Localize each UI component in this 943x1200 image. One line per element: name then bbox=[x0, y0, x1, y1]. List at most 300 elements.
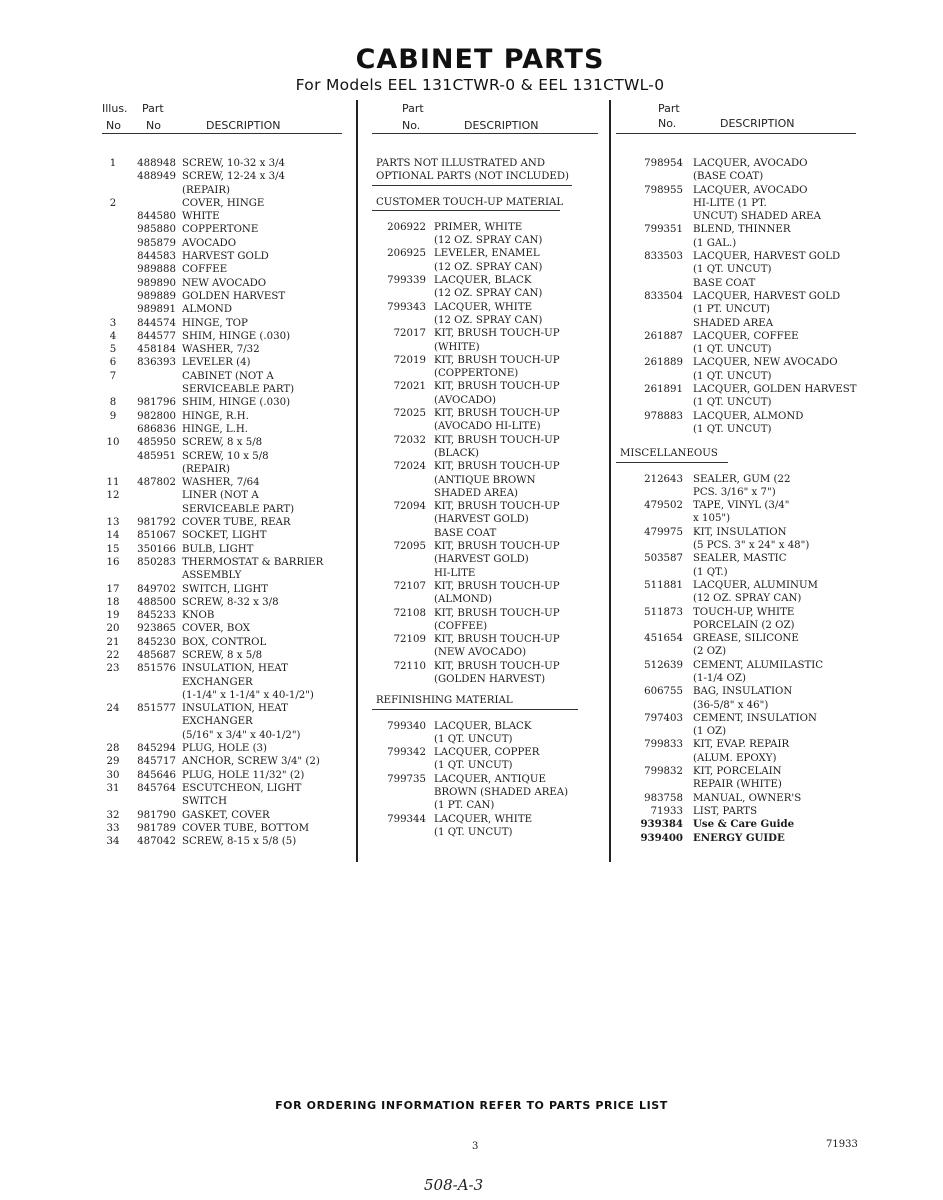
parts-row bbox=[616, 223, 866, 236]
part-description: KIT, BRUSH TOUCH-UP bbox=[434, 541, 560, 553]
part-description: LACQUER, NEW AVOCADO bbox=[693, 357, 838, 369]
parts-row bbox=[616, 486, 866, 499]
illus-number: 19 bbox=[106, 610, 120, 622]
part-number: 923865 bbox=[137, 623, 176, 635]
illus-number: 22 bbox=[106, 649, 120, 661]
parts-row bbox=[102, 835, 347, 848]
parts-row bbox=[102, 755, 347, 768]
part-number: 503587 bbox=[644, 553, 683, 565]
page-number: 3 bbox=[472, 1141, 479, 1152]
parts-row bbox=[372, 274, 600, 287]
parts-row bbox=[616, 592, 866, 605]
column-header bbox=[616, 100, 866, 134]
part-number: 72021 bbox=[393, 381, 426, 393]
illus-number: 29 bbox=[106, 756, 120, 768]
part-description: (5/16" x 3/4" x 40-1/2") bbox=[182, 729, 301, 741]
part-description: LACQUER, HARVEST GOLD bbox=[693, 290, 841, 302]
part-number: 982800 bbox=[137, 410, 176, 422]
part-description: KNOB bbox=[182, 610, 215, 622]
part-description: REPAIR (WHITE) bbox=[693, 779, 782, 791]
part-description: KIT, EVAP. REPAIR bbox=[693, 739, 790, 751]
parts-row bbox=[372, 500, 600, 513]
parts-row bbox=[616, 699, 866, 712]
parts-row bbox=[102, 277, 347, 290]
parts-row bbox=[102, 476, 347, 489]
part-description: INSULATION, HEAT bbox=[182, 703, 288, 715]
parts-row bbox=[102, 343, 347, 356]
description-header: DESCRIPTION bbox=[464, 119, 539, 132]
part-number: 978883 bbox=[644, 410, 683, 422]
parts-row bbox=[372, 593, 600, 606]
part-description: TOUCH-UP, WHITE bbox=[693, 606, 795, 618]
part-description: SCREW, 10-32 x 3/4 bbox=[182, 158, 286, 169]
illus-number: 13 bbox=[106, 517, 120, 529]
parts-row bbox=[102, 782, 347, 795]
part-description: (HARVEST GOLD) bbox=[434, 514, 529, 526]
section-rule bbox=[372, 709, 578, 710]
part-number: 844574 bbox=[137, 317, 176, 329]
part-number: 797403 bbox=[644, 712, 683, 724]
part-description: (12 OZ. SPRAY CAN) bbox=[434, 235, 543, 247]
part-header: Part bbox=[402, 102, 424, 115]
part-number: 72108 bbox=[393, 607, 426, 619]
illus-number: 18 bbox=[106, 596, 120, 608]
parts-row bbox=[616, 263, 866, 276]
part-description: COVER, BOX bbox=[182, 623, 251, 635]
parts-list bbox=[102, 157, 347, 848]
parts-row bbox=[616, 552, 866, 565]
part-description: (12 OZ. SPRAY CAN) bbox=[434, 288, 543, 300]
parts-row bbox=[102, 237, 347, 250]
note-rule bbox=[372, 185, 572, 186]
parts-row bbox=[372, 799, 600, 812]
parts-row bbox=[102, 157, 347, 170]
parts-row bbox=[102, 822, 347, 835]
parts-row bbox=[616, 277, 866, 290]
part-description: LACQUER, GOLDEN HARVEST bbox=[693, 384, 857, 396]
part-number: 799344 bbox=[387, 813, 426, 825]
illus-number: 5 bbox=[109, 344, 117, 356]
part-description: (1 QT. UNCUT) bbox=[693, 397, 772, 409]
part-number: 72107 bbox=[393, 580, 426, 592]
part-description: GASKET, COVER bbox=[182, 809, 270, 821]
parts-row bbox=[102, 529, 347, 542]
part-description: ANCHOR, SCREW 3/4" (2) bbox=[182, 756, 320, 768]
parts-row bbox=[616, 410, 866, 423]
parts-row bbox=[616, 250, 866, 263]
part-description: (12 OZ. SPRAY CAN) bbox=[434, 261, 543, 273]
parts-row bbox=[372, 620, 600, 633]
part-number: 511881 bbox=[644, 579, 683, 591]
parts-row bbox=[372, 380, 600, 393]
part-description: SHADED AREA) bbox=[434, 487, 519, 499]
part-description: Use & Care Guide bbox=[693, 818, 795, 831]
part-description: (REPAIR) bbox=[182, 463, 231, 475]
parts-row bbox=[372, 314, 600, 327]
part-description: AVOCADO bbox=[182, 237, 237, 249]
parts-column-1 bbox=[102, 100, 347, 848]
part-description: (1 QT. UNCUT) bbox=[693, 370, 772, 382]
part-number: 799351 bbox=[644, 224, 683, 236]
parts-row bbox=[616, 579, 866, 592]
illus-number: 7 bbox=[109, 370, 117, 382]
touchup-list bbox=[372, 221, 600, 686]
parts-row bbox=[372, 553, 600, 566]
parts-row bbox=[102, 263, 347, 276]
parts-row bbox=[616, 539, 866, 552]
parts-row bbox=[102, 689, 347, 702]
part-description: (1 GAL.) bbox=[693, 237, 737, 249]
illus-number: 15 bbox=[106, 543, 120, 555]
parts-row bbox=[616, 659, 866, 672]
parts-row bbox=[616, 157, 866, 170]
part-number: 985880 bbox=[137, 224, 176, 236]
part-description: KIT, BRUSH TOUCH-UP bbox=[434, 354, 560, 366]
illus-number: 9 bbox=[109, 410, 117, 422]
part-description: (1-1/4 OZ) bbox=[693, 672, 746, 684]
part-number: 72024 bbox=[393, 461, 426, 473]
illus-number: 17 bbox=[106, 583, 120, 595]
parts-row bbox=[372, 646, 600, 659]
parts-row bbox=[372, 221, 600, 234]
part-description: KIT, BRUSH TOUCH-UP bbox=[434, 381, 560, 393]
part-number: 799342 bbox=[387, 747, 426, 759]
part-description: (NEW AVOCADO) bbox=[434, 647, 527, 659]
part-number: 989890 bbox=[137, 277, 176, 289]
parts-row bbox=[616, 818, 866, 831]
part-description: ASSEMBLY bbox=[182, 570, 242, 582]
parts-row bbox=[616, 752, 866, 765]
parts-row bbox=[616, 423, 866, 436]
parts-row bbox=[372, 673, 600, 686]
parts-row bbox=[102, 596, 347, 609]
part-description: KIT, BRUSH TOUCH-UP bbox=[434, 634, 560, 646]
part-number: 845764 bbox=[137, 782, 176, 794]
part-number: 451654 bbox=[644, 633, 683, 645]
part-number: 844580 bbox=[137, 211, 176, 223]
part-description: (1 OZ) bbox=[693, 726, 727, 738]
part-description: PCS. 3/16" x 7") bbox=[693, 486, 776, 498]
column-divider-1 bbox=[356, 100, 358, 862]
models-subtitle: For Models EEL 131CTWR-0 & EEL 131CTWL-0 bbox=[295, 76, 665, 94]
part-description: SCREW, 8-15 x 5/8 (5) bbox=[182, 836, 297, 848]
illus-number: 8 bbox=[109, 397, 117, 409]
parts-row bbox=[372, 341, 600, 354]
part-description: KIT, BRUSH TOUCH-UP bbox=[434, 607, 560, 619]
part-number: 985879 bbox=[137, 237, 176, 249]
part-description: (BASE COAT) bbox=[693, 171, 764, 183]
part-number: 206925 bbox=[387, 248, 426, 260]
section-rule bbox=[616, 462, 728, 463]
part-description: GREASE, SILICONE bbox=[693, 633, 799, 645]
illus-number: 33 bbox=[106, 822, 120, 834]
part-number: 72095 bbox=[393, 541, 426, 553]
part-description: TAPE, VINYL (3/4" bbox=[693, 500, 790, 512]
part-description: THERMOSTAT & BARRIER bbox=[182, 556, 324, 568]
parts-row bbox=[102, 569, 347, 582]
part-no-header: No. bbox=[658, 117, 677, 130]
illus-number: 20 bbox=[106, 623, 120, 635]
part-no-header: No. bbox=[402, 119, 421, 132]
part-description: LEVELER, ENAMEL bbox=[434, 248, 540, 260]
part-description: KIT, BRUSH TOUCH-UP bbox=[434, 328, 560, 340]
part-description: PLUG, HOLE (3) bbox=[182, 743, 268, 755]
part-number: 981789 bbox=[137, 822, 176, 834]
part-number: 511873 bbox=[644, 606, 683, 618]
parts-row bbox=[616, 197, 866, 210]
part-number: 72032 bbox=[393, 434, 426, 446]
parts-row bbox=[616, 606, 866, 619]
part-description: x 105") bbox=[693, 513, 731, 525]
part-description: PRIMER, WHITE bbox=[434, 221, 523, 233]
parts-row bbox=[616, 526, 866, 539]
part-number: 836393 bbox=[137, 357, 176, 369]
part-number: 72110 bbox=[393, 660, 426, 672]
header-rule bbox=[616, 133, 856, 134]
part-description: KIT, BRUSH TOUCH-UP bbox=[434, 461, 560, 473]
part-description: INSULATION, HEAT bbox=[182, 663, 288, 675]
parts-row bbox=[616, 237, 866, 250]
part-number: 485687 bbox=[137, 649, 176, 661]
parts-row bbox=[102, 370, 347, 383]
parts-column-3 bbox=[616, 100, 866, 845]
parts-row bbox=[372, 720, 600, 733]
parts-row bbox=[372, 567, 600, 580]
part-number: 479975 bbox=[644, 526, 683, 538]
illus-number: 30 bbox=[106, 769, 120, 781]
part-description: COPPERTONE bbox=[182, 224, 259, 236]
part-description: LACQUER, AVOCADO bbox=[693, 158, 808, 169]
part-number: 844577 bbox=[137, 330, 176, 342]
part-description: SEALER, MASTIC bbox=[693, 553, 787, 565]
parts-row bbox=[616, 619, 866, 632]
part-description: SCREW, 10 x 5/8 bbox=[182, 450, 269, 462]
parts-row bbox=[102, 516, 347, 529]
parts-row bbox=[616, 725, 866, 738]
parts-row bbox=[372, 607, 600, 620]
part-description: SCREW, 8 x 5/8 bbox=[182, 649, 263, 661]
parts-row bbox=[372, 733, 600, 746]
parts-row bbox=[616, 330, 866, 343]
parts-row bbox=[616, 370, 866, 383]
parts-row bbox=[372, 247, 600, 260]
part-number: 849702 bbox=[137, 583, 176, 595]
parts-list bbox=[372, 157, 600, 839]
part-description: CABINET (NOT A bbox=[182, 370, 274, 382]
illus-header: Illus. bbox=[102, 102, 128, 115]
part-description: (1 QT. UNCUT) bbox=[434, 760, 513, 772]
parts-row bbox=[102, 809, 347, 822]
part-description: KIT, BRUSH TOUCH-UP bbox=[434, 660, 560, 672]
part-number: 261887 bbox=[644, 330, 683, 342]
part-description: (12 OZ. SPRAY CAN) bbox=[693, 593, 802, 605]
part-description: LACQUER, ALMOND bbox=[693, 410, 804, 422]
parts-row bbox=[372, 786, 600, 799]
parts-row bbox=[102, 609, 347, 622]
parts-row bbox=[102, 662, 347, 675]
illus-number: 10 bbox=[106, 437, 120, 449]
part-number: 799832 bbox=[644, 766, 683, 778]
part-description: (1 QT.) bbox=[693, 566, 728, 578]
section-title-touchup: CUSTOMER TOUCH-UP MATERIAL bbox=[376, 196, 564, 208]
part-number: 799735 bbox=[387, 773, 426, 785]
part-description: WHITE bbox=[182, 211, 220, 223]
parts-row bbox=[102, 795, 347, 808]
description-header: DESCRIPTION bbox=[206, 119, 281, 132]
parts-row bbox=[616, 317, 866, 330]
part-number: 72017 bbox=[393, 328, 426, 340]
ordering-info-footer: FOR ORDERING INFORMATION REFER TO PARTS PRICE LIST bbox=[275, 1099, 668, 1112]
part-number: 261889 bbox=[644, 357, 683, 369]
parts-row bbox=[372, 460, 600, 473]
part-number: 845294 bbox=[137, 743, 176, 755]
part-description: HI-LITE bbox=[434, 567, 476, 579]
refinishing-list-cont bbox=[616, 157, 866, 436]
part-description: (5 PCS. 3" x 24" x 48") bbox=[693, 540, 810, 552]
part-description: (COFFEE) bbox=[434, 620, 488, 632]
part-description: KIT, PORCELAIN bbox=[693, 766, 782, 778]
parts-row bbox=[616, 343, 866, 356]
part-number: 72094 bbox=[393, 501, 426, 513]
part-description: (ALUM. EPOXY) bbox=[693, 752, 777, 764]
part-number: 488500 bbox=[137, 596, 176, 608]
part-description: (1 QT. UNCUT) bbox=[434, 826, 513, 838]
part-description: (2 OZ) bbox=[693, 646, 727, 658]
part-description: (HARVEST GOLD) bbox=[434, 554, 529, 566]
illus-number: 31 bbox=[106, 782, 120, 794]
parts-row bbox=[372, 327, 600, 340]
parts-row bbox=[102, 503, 347, 516]
parts-row bbox=[372, 773, 600, 786]
parts-row bbox=[372, 527, 600, 540]
parts-row bbox=[616, 738, 866, 751]
part-description: (AVOCADO) bbox=[434, 394, 496, 406]
parts-row bbox=[616, 672, 866, 685]
parts-row bbox=[102, 543, 347, 556]
parts-row bbox=[616, 805, 866, 818]
column-header bbox=[372, 100, 600, 134]
part-description: (1 PT. UNCUT) bbox=[693, 304, 770, 316]
illus-number: 11 bbox=[106, 477, 120, 489]
part-description: SHADED AREA bbox=[693, 317, 774, 329]
parts-row bbox=[616, 170, 866, 183]
parts-row bbox=[616, 210, 866, 223]
parts-row bbox=[616, 645, 866, 658]
page-title: CABINET PARTS bbox=[355, 44, 605, 75]
part-number: 479502 bbox=[644, 500, 683, 512]
parts-list bbox=[616, 157, 866, 845]
parts-row bbox=[372, 813, 600, 826]
part-description: (BLACK) bbox=[434, 447, 479, 459]
part-description: BROWN (SHADED AREA) bbox=[434, 787, 569, 799]
part-description: PLUG, HOLE 11/32" (2) bbox=[182, 769, 305, 781]
parts-row bbox=[102, 303, 347, 316]
part-description: CEMENT, INSULATION bbox=[693, 712, 817, 724]
part-description: LACQUER, BLACK bbox=[434, 720, 532, 732]
document-number: 71933 bbox=[826, 1139, 858, 1150]
illus-no-header: No bbox=[106, 119, 121, 132]
part-number: 212643 bbox=[644, 473, 683, 485]
parts-row bbox=[102, 436, 347, 449]
part-description: SWITCH bbox=[182, 796, 227, 808]
part-description: (COPPERTONE) bbox=[434, 368, 519, 380]
part-description: EXCHANGER bbox=[182, 716, 253, 728]
parts-row bbox=[372, 407, 600, 420]
parts-row bbox=[102, 769, 347, 782]
parts-column-2 bbox=[372, 100, 600, 839]
part-description: EXCHANGER bbox=[182, 676, 253, 688]
parts-row bbox=[102, 250, 347, 263]
part-description: SHIM, HINGE (.030) bbox=[182, 397, 291, 409]
part-description: (36-5/8" x 46") bbox=[693, 699, 769, 711]
part-description: SCREW, 8-32 x 3/8 bbox=[182, 596, 279, 608]
parts-row bbox=[372, 746, 600, 759]
parts-row bbox=[372, 234, 600, 247]
parts-row bbox=[616, 303, 866, 316]
parts-row bbox=[372, 540, 600, 553]
parts-row bbox=[372, 420, 600, 433]
parts-row bbox=[616, 778, 866, 791]
part-number: 981796 bbox=[137, 397, 176, 409]
parts-row bbox=[372, 367, 600, 380]
part-description: LACQUER, HARVEST GOLD bbox=[693, 251, 841, 263]
part-description: (1 QT. UNCUT) bbox=[693, 344, 772, 356]
parts-row bbox=[102, 715, 347, 728]
parts-row bbox=[102, 330, 347, 343]
illus-number: 1 bbox=[109, 158, 117, 169]
parts-row bbox=[372, 580, 600, 593]
illus-number: 16 bbox=[106, 556, 120, 568]
part-number: 799339 bbox=[387, 275, 426, 287]
part-number: 206922 bbox=[387, 221, 426, 233]
parts-row bbox=[372, 354, 600, 367]
part-description: CEMENT, ALUMILASTIC bbox=[693, 659, 824, 671]
part-number: 798955 bbox=[644, 184, 683, 196]
parts-row bbox=[372, 394, 600, 407]
part-number: 845646 bbox=[137, 769, 176, 781]
part-description: HARVEST GOLD bbox=[182, 251, 269, 263]
part-description: (1-1/4" x 1-1/4" x 40-1/2") bbox=[182, 689, 314, 701]
part-description: HINGE, TOP bbox=[182, 317, 248, 329]
section-title-misc: MISCELLANEOUS bbox=[620, 448, 718, 460]
part-number: 989888 bbox=[137, 264, 176, 276]
part-description: SERVICEABLE PART) bbox=[182, 503, 295, 515]
part-number: 261891 bbox=[644, 384, 683, 396]
parts-row bbox=[372, 826, 600, 839]
part-description: PORCELAIN (2 OZ) bbox=[693, 619, 795, 631]
part-number: 799833 bbox=[644, 739, 683, 751]
part-description: COVER TUBE, REAR bbox=[182, 517, 291, 529]
part-description: (1 QT. UNCUT) bbox=[693, 264, 772, 276]
part-description: SEALER, GUM (22 bbox=[693, 473, 791, 485]
illus-number: 3 bbox=[109, 317, 117, 329]
parts-row bbox=[372, 474, 600, 487]
illus-number: 24 bbox=[106, 703, 120, 715]
part-number: 981792 bbox=[137, 517, 176, 529]
part-description: SHIM, HINGE (.030) bbox=[182, 330, 291, 342]
parts-row bbox=[616, 566, 866, 579]
part-description: (WHITE) bbox=[434, 341, 480, 353]
part-number: 798954 bbox=[644, 158, 683, 169]
part-description: (1 PT. CAN) bbox=[434, 800, 495, 812]
part-header: Part bbox=[658, 102, 680, 115]
parts-row bbox=[102, 622, 347, 635]
part-description: KIT, BRUSH TOUCH-UP bbox=[434, 580, 560, 592]
part-number: 845230 bbox=[137, 636, 176, 648]
parts-row bbox=[102, 729, 347, 742]
part-number: 799343 bbox=[387, 301, 426, 313]
part-no-header: No bbox=[146, 119, 161, 132]
